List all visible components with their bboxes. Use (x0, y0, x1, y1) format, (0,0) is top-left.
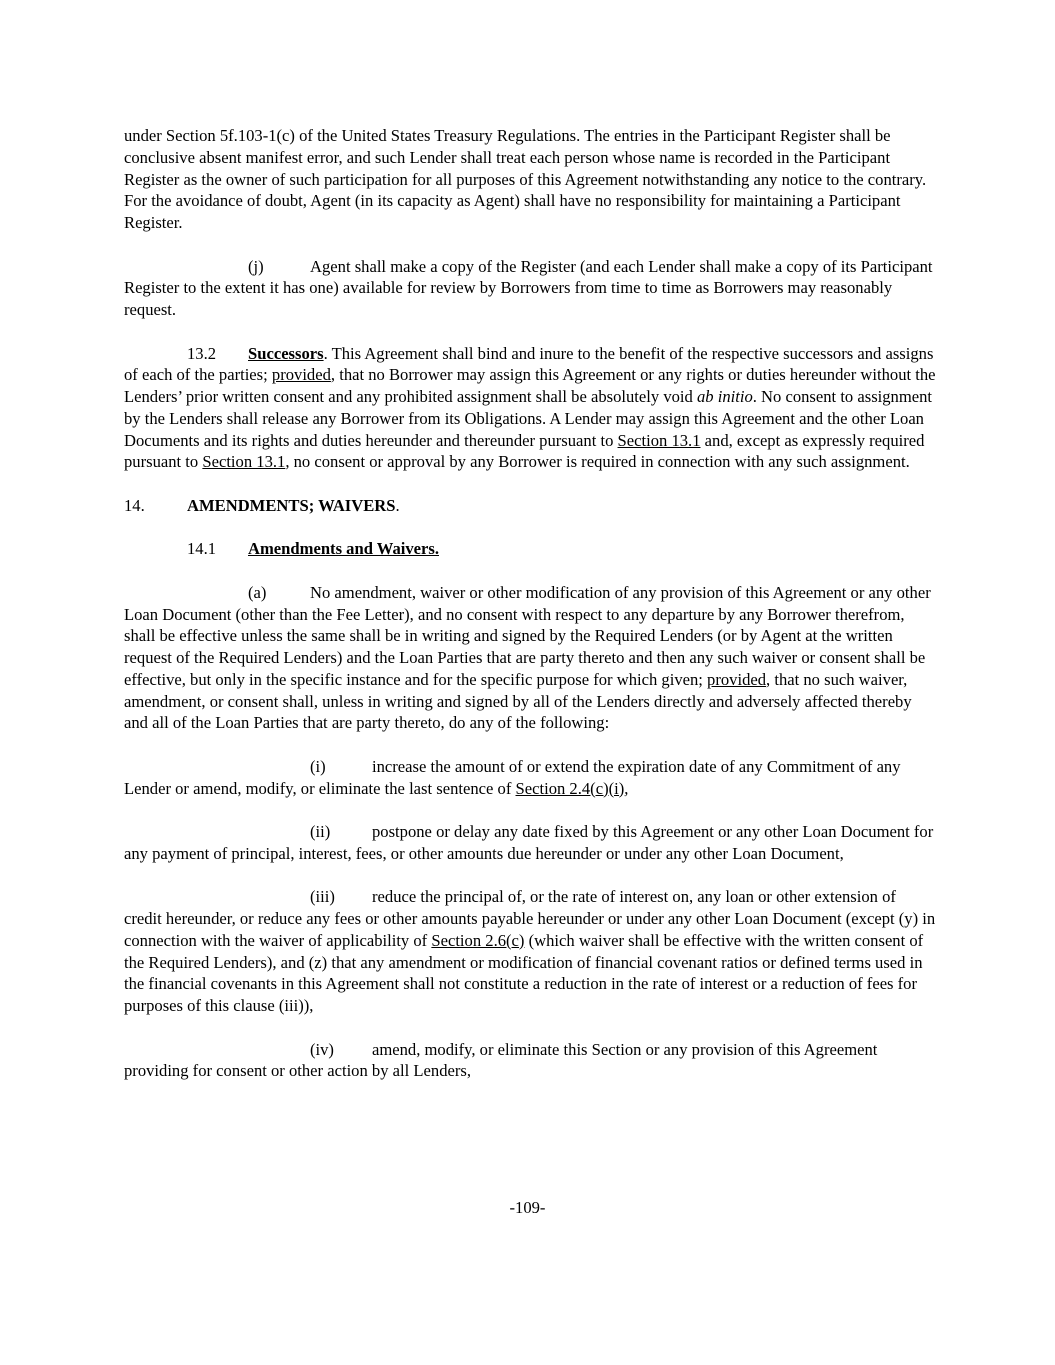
paragraph-a: (a) No amendment, waiver or other modification of any provision of this Agreement or any other Loan Document (other than the Fee Letter), and no consent with respect to any departure by any Borrower therefrom, shall be effective unless the same shall be in writing and signed by the Required Lenders (or by Agent at the written request of the Required Lenders) and the Loan Parties that are party thereto and then any such waiver or consent shall be effective, but only in the specific instance and for the specific purpose for which given; provided, that no such waiver, amendment, or consent shall, unless in writing and signed by all of the Lenders directly and adversely affected thereby and all of the Loan Parties that are party thereto, do any of the following: (124, 582, 931, 733)
clause-label: (ii) (310, 822, 331, 841)
paragraph-participant-register: under Section 5f.103-1(c) of the United States Treasury Regulations. The entries in the Participant Register shall be conclusive absent manifest error, and such Lender shall treat each person whose name is recorded in the Participant Register as the owner of such participation for all purposes of this Agreement notwithstanding any notice to the contrary. For the avoidance of doubt, Agent (in its capacity as Agent) shall have no responsibility for maintaining a Participant Register. (124, 126, 927, 232)
clause-iv: (iv) amend, modify, or eliminate this Section or any provision of this Agreement providing for consent or other action by all Lenders, (124, 1039, 878, 1081)
clause-label: (iv) (310, 1039, 334, 1059)
section-number: 14. (124, 495, 145, 515)
page-number: -109- (509, 1198, 546, 1217)
clause-label: (iii) (310, 887, 335, 907)
clause-iii: (iii) reduce the principal of, or the rate of interest on, any loan or other extension of credit hereunder, or reduce any fees or other amounts payable hereunder or under any other Loan Document (except (y) in connection with the waiver of applicability of Section 2.6(c) (which waiver shall be effective with the written consent of the Required Lenders), and (z) that any amendment or modification of financial covenant ratios or defined terms used in the financial covenants in this Agreement shall not constitute a reduction in the rate of interest or a reduction of fees for purposes of this clause (iii)), (124, 887, 936, 1015)
section-title: AMENDMENTS; WAIVERS (187, 495, 396, 515)
clause-ii: (ii) postpone or delay any date fixed by this Agreement or any other Loan Document for any payment of principal, interest, fees, or other amounts due hereunder or under any other Loan Document, (124, 822, 934, 863)
section-reference[interactable]: Section 13.1 (617, 430, 701, 450)
paragraph-j: (j) Agent shall make a copy of the Register (and each Lender shall make a copy of its Participant Register to the extent it has one) available for review by Borrowers from time to time as Borrowers may reasonably request. (124, 256, 933, 319)
clause-label: (a) (248, 582, 267, 602)
clause-label: (i) (310, 756, 326, 776)
section-reference[interactable]: Section 13.1 (202, 452, 286, 472)
section-13-2: 13.2 Successors. This Agreement shall bind and inure to the benefit of the respective successors and assigns of each of the parties; provided, that no Borrower may assign this Agreement or any rights or duties hereunder without the Lenders’ prior written consent and any prohibited assignment shall be absolutely void ab initio. No consent to assignment by the Lenders shall release any Borrower from its Obligations. A Lender may assign this Agreement and the other Loan Documents and its rights and duties hereunder and thereunder pursuant to Section 13.1 and, except as expressly required pursuant to Section 13.1, no consent or approval by any Borrower is required in connection with any such assignment. (124, 343, 936, 472)
section-title: Successors (248, 343, 324, 363)
section-reference[interactable]: Section 2.6(c) (431, 930, 525, 950)
heading-14: 14. AMENDMENTS; WAIVERS. (124, 495, 400, 515)
heading-14-1 (124, 538, 936, 560)
clause-i: (i) increase the amount of or extend the expiration date of any Commitment of any Lender or amend, modify, or eliminate the last sentence of Section 2.4(c)(i), (124, 756, 901, 798)
clause-label: (j) (248, 256, 264, 276)
section-reference[interactable]: Section 2.4(c)(i) (515, 778, 625, 798)
section-number: 13.2 (187, 343, 217, 363)
document-page (124, 125, 936, 1104)
section-title: Amendments and Waivers. (248, 539, 439, 559)
section-number: 14.1 (187, 539, 217, 559)
